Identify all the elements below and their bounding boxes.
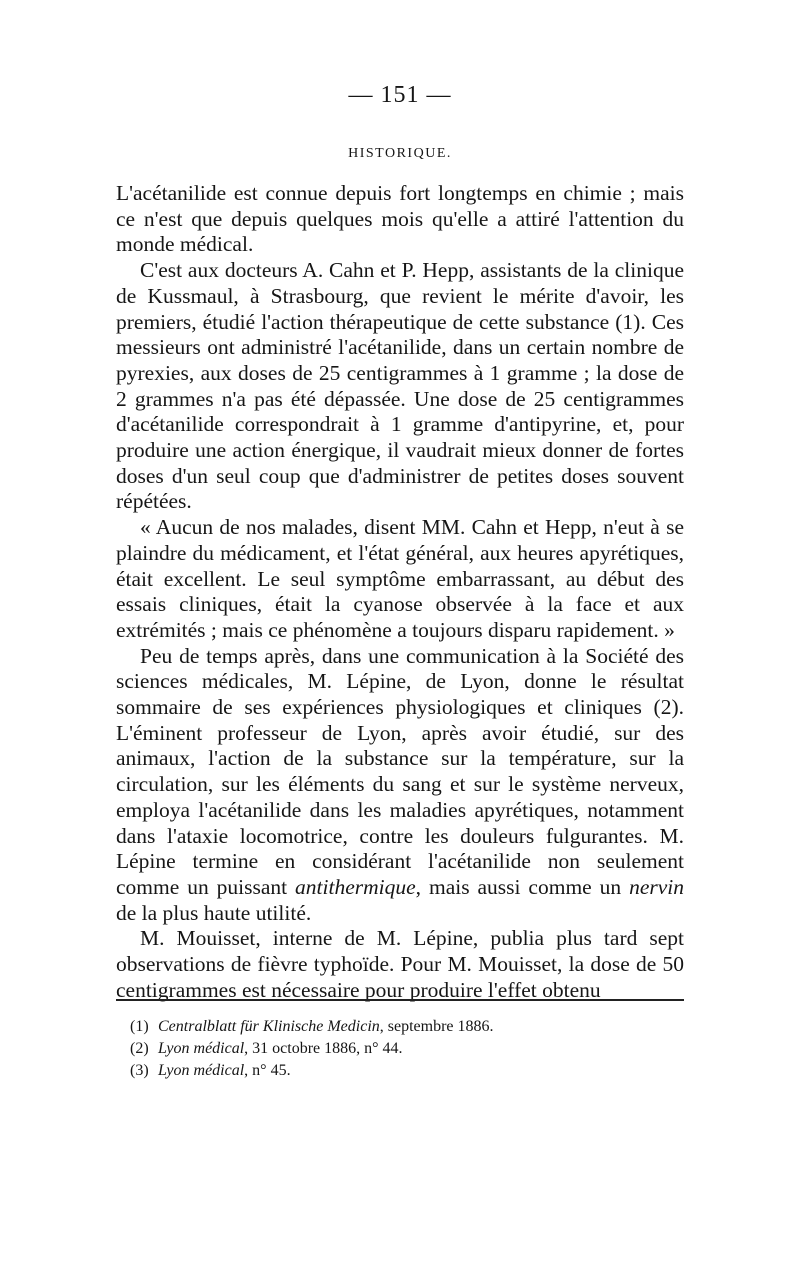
footnote-number: (1) bbox=[130, 1018, 149, 1035]
footnotes bbox=[130, 1016, 684, 1082]
paragraph: C'est aux docteurs A. Cahn et P. Hepp, assistants de la clinique de Kussmaul, à Strasbourg, que revient le mérite d'avoir, les premiers, étudié l'action thérapeutique de cette substance (1). Ces messieurs ont administré l'acétanilide, dans un certain nombre de pyrexies, aux doses de 25 centigrammes à 1 gramme ; la dose de 2 grammes n'a pas été dépassée. Une dose de 25 centigrammes d'acétanilide correspondrait à 1 gramme d'antipyrine, et, pour produire une action énergique, il vaudrait mieux donner de fortes doses d'un seul coup que d'administrer de petites doses souvent répétées. bbox=[116, 258, 684, 514]
paragraph: « Aucun de nos malades, disent MM. Cahn et Hepp, n'eut à se plaindre du médicament, et l'état général, aux heures apyrétiques, était excellent. Le seul symptôme embarrassant, au début des essais cliniques, était la cyanose observée à la face et aux extrémités ; mais ce phénomène a toujours disparu rapidement. » bbox=[116, 515, 684, 642]
text-run: Peu de temps après, dans une communication à la Société des sciences médicales, M. Lépine, de Lyon, donne le résultat sommaire de ses expériences physiologiques et cliniques (2). L'éminent professeur de Lyon, après avoir étudié, sur des animaux, l'action de la substance sur la température, sur la circulation, sur les éléments du sang et sur le système nerveux, employa l'acétanilide dans les maladies apyrétiques, notamment dans l'ataxie locomotrice, contre les douleurs fulgurantes. M. Lépine termine en considérant l'acétanilide non seulement comme un puissant bbox=[116, 643, 684, 899]
italic-term: nervin bbox=[629, 874, 685, 899]
page-number: — 151 — bbox=[348, 82, 452, 108]
footnote-rule bbox=[116, 999, 684, 1001]
footnote-text: , n° 45. bbox=[244, 1062, 291, 1079]
paragraph: L'acétanilide est connue depuis fort longtemps en chimie ; mais ce n'est que depuis quelques mois qu'elle a attiré l'attention du monde médical. bbox=[116, 181, 684, 257]
text-run: de la plus haute utilité. bbox=[116, 900, 312, 925]
footnote-item bbox=[130, 1060, 684, 1082]
footnote-text: , septembre 1886. bbox=[379, 1018, 494, 1035]
footnote-item bbox=[130, 1038, 684, 1060]
footnote-title: Lyon médical bbox=[158, 1040, 245, 1057]
paragraph: M. Mouisset, interne de M. Lépine, publia plus tard sept observations de fièvre typhoïde. Pour M. Mouisset, la dose de 50 centigrammes est nécessaire pour produire l'effet obtenu bbox=[116, 926, 684, 1002]
footnote-number: (2) bbox=[130, 1040, 149, 1057]
footnote-item bbox=[130, 1016, 684, 1038]
footnote-number: (3) bbox=[130, 1062, 149, 1079]
text-run: , mais aussi comme un bbox=[415, 874, 630, 899]
footnote-title: Centralblatt für Klinische Medicin bbox=[158, 1018, 380, 1035]
body-text bbox=[116, 181, 684, 1004]
paragraph bbox=[116, 644, 684, 927]
running-head: HISTORIQUE. bbox=[348, 146, 452, 161]
footnote-text: , 31 octobre 1886, n° 44. bbox=[244, 1040, 403, 1057]
italic-term: antithermique bbox=[295, 874, 416, 899]
footnote-title: Lyon médical bbox=[158, 1062, 245, 1079]
